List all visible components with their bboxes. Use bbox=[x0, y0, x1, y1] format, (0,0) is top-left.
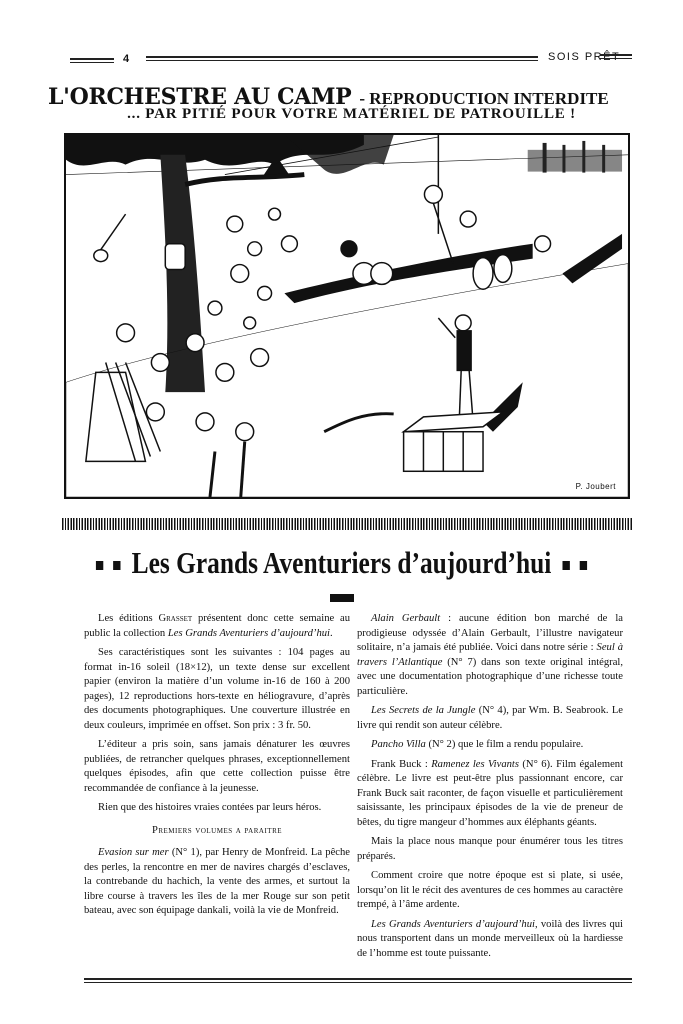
paragraph: Ses caractéristiques sont les suivantes : 104 pages au format in-16 soleil (18×12), un texte dense sur excellent papier (environ la matière d’un volume in-16 de 160 à 200 pages), 12 reproductions hors-texte en héliogravure, d’après des documents photographiques. Une couverture illustrée en deux couleurs, imprimée en offset. Son prix : 3 fr. 50. bbox=[84, 647, 350, 731]
right-column bbox=[357, 612, 623, 966]
running-header bbox=[70, 50, 630, 68]
author-name: Alain Gerbault bbox=[371, 613, 441, 624]
collection-title: Les Grands Aventuriers d’aujourd’hui bbox=[167, 627, 330, 639]
title-bar-ornament bbox=[330, 594, 354, 602]
section-title-text: Les Grands Aventuriers d’aujourd’hui bbox=[131, 545, 552, 580]
header-rule-left bbox=[70, 58, 114, 63]
text: . bbox=[330, 627, 333, 639]
text: présentent donc cette semaine au public la collection bbox=[84, 613, 350, 639]
square-ornament bbox=[580, 561, 587, 570]
book-title: Les Secrets de la Jungle bbox=[371, 705, 476, 716]
cartoon-title-note: - REPRODUCTION INTERDITE bbox=[359, 89, 609, 108]
square-ornament bbox=[96, 561, 103, 570]
book-title: Ramenez les Vivants bbox=[431, 758, 519, 770]
paragraph bbox=[357, 704, 623, 733]
text: (N° 2) que le film a rendu populaire. bbox=[425, 739, 584, 750]
left-column bbox=[84, 612, 350, 924]
text: , voilà des livres qui nous transportent dans un monde merveilleux où la hardiesse de l’homme est toute puissante. bbox=[357, 918, 623, 959]
book-title: Evasion sur mer bbox=[98, 847, 169, 858]
text: Frank Buck : bbox=[371, 758, 432, 770]
text: (N° 7) dans son texte original intégral, avec une documentation photographique d’une richesse toute particulière. bbox=[357, 656, 623, 697]
square-ornament bbox=[113, 561, 120, 570]
text: (N° 6). Film également célèbre. Le livre est peut-être plus passionnant encore, car Frank Buck sait raconter, de façon visuelle et particulièrement saisissante, les principaux épisodes de la vie de preneur de bêtes, du tigre mangeur d’hommes aux éléphants géants. bbox=[357, 758, 624, 828]
text: (N° 4), par Wm. B. Seabrook. Le livre qui rendit son auteur célèbre. bbox=[357, 705, 623, 731]
paragraph: L’éditeur a pris soin, sans jamais dénaturer les œuvres publiées, de retrancher quelques phrases, exceptionnellement quelques épisodes, afin que cette collection puisse être recommandée de confiance à la jeunesse. bbox=[84, 739, 350, 794]
publisher-name: Grasset bbox=[158, 613, 193, 624]
subheading: Premiers volumes a paraitre bbox=[151, 824, 283, 836]
collection-title: Les Grands Aventuriers d’aujourd’hui bbox=[371, 918, 535, 930]
text: Les éditions bbox=[98, 613, 159, 624]
paragraph: Rien que des histoires vraies contées par leurs héros. bbox=[98, 802, 322, 813]
square-ornament bbox=[563, 561, 570, 570]
cartoon-subtitle: ... PAR PITIÉ POUR VOTRE MATÉRIEL DE PATROUILLE ! bbox=[127, 106, 576, 122]
footer-rule bbox=[84, 978, 632, 983]
hatched-separator bbox=[62, 518, 632, 530]
book-title: Pancho Villa bbox=[371, 739, 426, 750]
scouts-orchestra-drawing bbox=[66, 135, 628, 497]
paragraph bbox=[84, 846, 350, 919]
paragraph bbox=[357, 738, 623, 753]
text: (N° 1), par Henry de Monfreid. La pêche des perles, la rencontre en mer de navires chargés d’esclaves, la contrebande du hachich, la vente des armes, et surtout la libre course à travers les îles de la mer Rouge sur son petit bateau, avec son équipage dankali, voilà la vie de Monfreid. bbox=[84, 847, 350, 916]
cartoon-title-main: L'ORCHESTRE AU CAMP bbox=[48, 84, 352, 110]
paragraph bbox=[357, 612, 623, 699]
text: : aucune édition bon marché de la prodigieuse odyssée d’Alain Gerbault, l’illustre navigateur solitaire, n’a jamais été publiée. Voici dans notre série : bbox=[357, 613, 623, 653]
paragraph: Comment croire que notre époque est si plate, si usée, lorsqu’on lit le récit des aventures de ces hommes au caractère trempé, à l’âme ardente. bbox=[357, 870, 623, 910]
page-number: 4 bbox=[123, 53, 130, 65]
paragraph bbox=[84, 612, 350, 641]
paragraph bbox=[357, 758, 623, 831]
book-title: Seul à travers l’Atlantique bbox=[357, 642, 623, 668]
section-title bbox=[61, 545, 621, 581]
header-rule-right bbox=[600, 54, 632, 59]
magazine-name: SOIS PRÊT bbox=[548, 51, 621, 63]
paragraph bbox=[357, 918, 623, 962]
illustrator-signature: P. Joubert bbox=[575, 482, 616, 491]
paragraph: Mais la place nous manque pour énumérer tous les titres préparés. bbox=[357, 836, 623, 862]
cartoon-illustration bbox=[64, 133, 630, 499]
header-rule-middle bbox=[146, 56, 538, 61]
